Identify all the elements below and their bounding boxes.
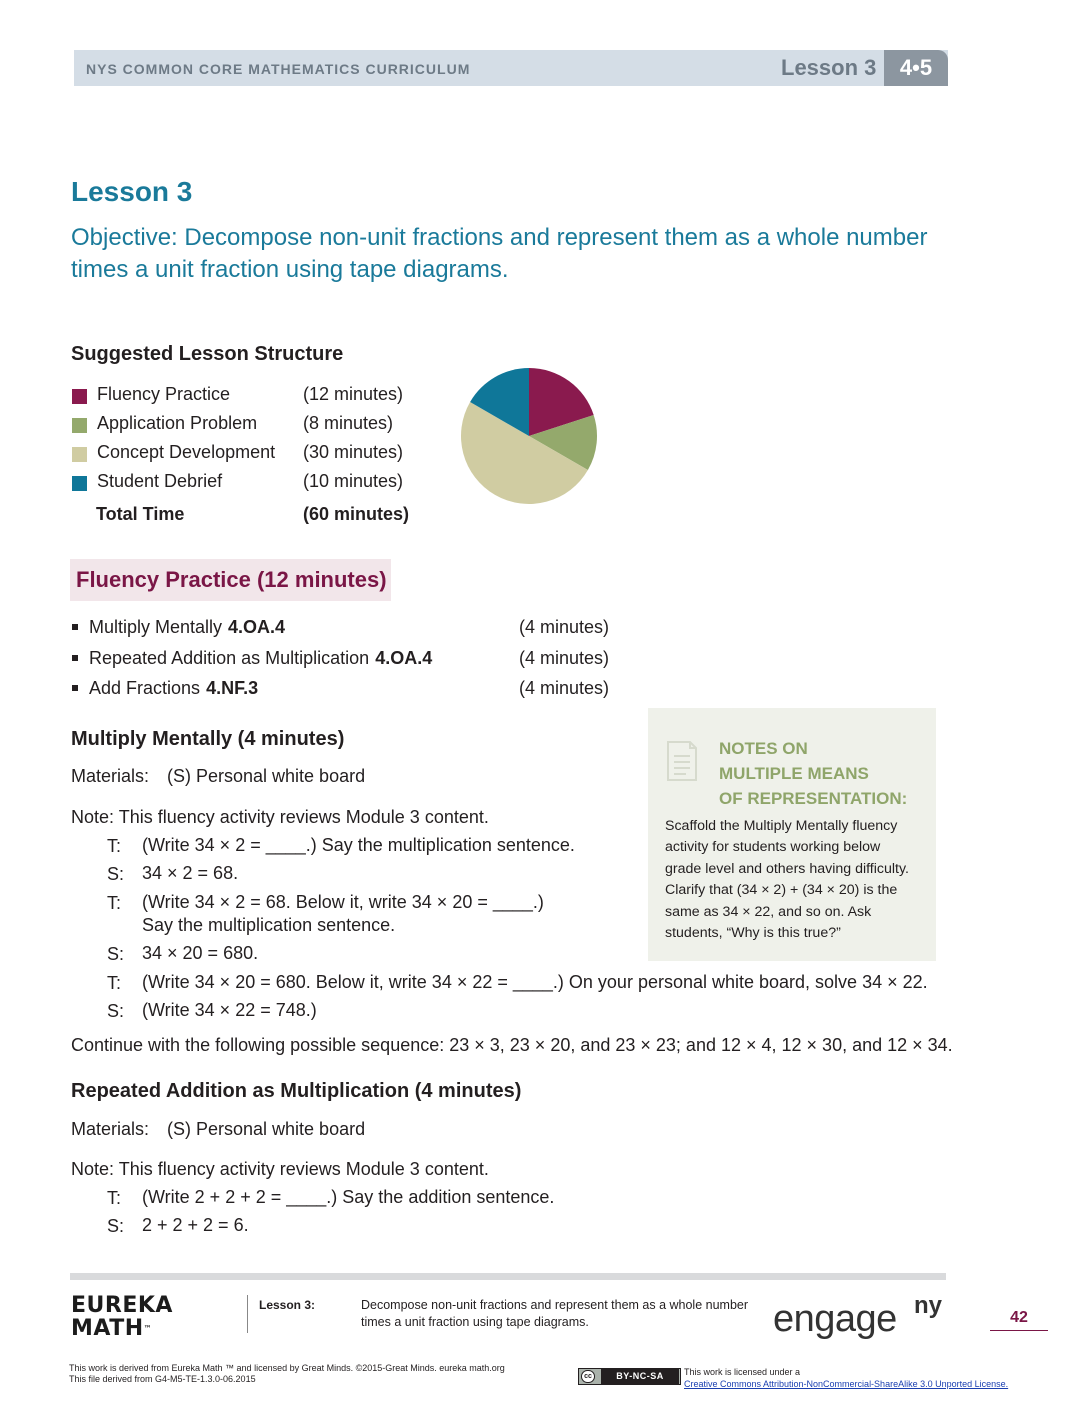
activity-time: (4 minutes) bbox=[519, 678, 610, 698]
multiply-mentally-heading: Multiply Mentally (4 minutes) bbox=[71, 728, 345, 750]
notes-document-icon bbox=[664, 736, 700, 784]
header-lesson: Lesson 3 bbox=[781, 55, 877, 80]
notes-sidebar bbox=[648, 708, 936, 961]
page-number-underline bbox=[990, 1330, 1048, 1331]
total-time-label: Total Time bbox=[96, 504, 185, 524]
notes-body-line: activity for students working below bbox=[665, 839, 881, 856]
activity-name: Multiply Mentally bbox=[89, 617, 223, 637]
notes-body-line: students, “Why is this true?” bbox=[665, 925, 841, 942]
utterance: (Write 34 × 2 = 68. Below it, write 34 × 20 = ____.) bbox=[142, 892, 544, 912]
speaker-label: S: bbox=[107, 944, 125, 964]
speaker-label: T: bbox=[107, 893, 122, 913]
fluency-bullet-list bbox=[72, 617, 632, 709]
bullet-square-icon bbox=[72, 685, 78, 691]
cc-badge-label: BY-NC-SA bbox=[601, 1369, 679, 1384]
objective: Objective: Decompose non-unit fractions and represent them as a whole number times a unit fraction using tape diagrams. bbox=[71, 224, 928, 283]
logo-line: EUREKA bbox=[71, 1293, 173, 1318]
legend-label: Application Problem bbox=[97, 413, 258, 433]
lesson-title: Lesson 3 bbox=[71, 176, 193, 207]
cc-icon: cc bbox=[581, 1370, 595, 1383]
activity-time: (4 minutes) bbox=[519, 617, 610, 637]
utterance: (Write 2 + 2 + 2 = ____.) Say the addition sentence. bbox=[142, 1187, 555, 1207]
legend-swatch bbox=[72, 389, 87, 404]
ny-wordmark: ny bbox=[914, 1292, 943, 1319]
logo-line bbox=[71, 1317, 181, 1340]
materials-text: (S) Personal white board bbox=[167, 766, 366, 786]
utterance: (Write 34 × 22 = 748.) bbox=[142, 1000, 317, 1020]
materials-line bbox=[71, 766, 365, 787]
list-item bbox=[72, 617, 632, 648]
speaker-label: T: bbox=[107, 1188, 122, 1208]
derivation-line: This work is derived from Eureka Math ™ and licensed by Great Minds. ©2015-Great Minds. eureka math.org bbox=[69, 1363, 505, 1373]
notes-title-line: OF REPRESENTATION: bbox=[719, 789, 908, 808]
note-line: Note: This fluency activity reviews Module 3 content. bbox=[71, 807, 489, 827]
utterance-continued: Say the multiplication sentence. bbox=[142, 915, 396, 935]
notes-body-line: grade level and others having difficulty. bbox=[665, 860, 909, 877]
legend-swatch bbox=[72, 418, 87, 433]
curriculum-title: NYS COMMON CORE MATHEMATICS CURRICULUM bbox=[86, 61, 471, 77]
lesson-time-pie-chart bbox=[459, 366, 599, 506]
footer-separator bbox=[247, 1295, 248, 1333]
footer-lesson-description: Decompose non-unit fractions and represent them as a whole number times a unit fraction using tape diagrams. bbox=[361, 1298, 749, 1329]
creative-commons-badge[interactable] bbox=[578, 1368, 681, 1385]
legend-swatch bbox=[72, 476, 87, 491]
legend-time: (10 minutes) bbox=[303, 471, 404, 491]
fluency-heading: Fluency Practice (12 minutes) bbox=[76, 567, 387, 592]
notes-body-line: same as 34 × 22, and so on. Ask bbox=[665, 903, 872, 920]
repeated-addition-heading: Repeated Addition as Multiplication (4 minutes) bbox=[71, 1080, 522, 1102]
bullet-text bbox=[89, 617, 285, 638]
footer-lesson-label: Lesson 3: bbox=[259, 1298, 316, 1312]
bullet-square-icon bbox=[72, 655, 78, 661]
speaker-label: T: bbox=[107, 836, 122, 856]
legend-time: (30 minutes) bbox=[303, 442, 404, 462]
speaker-label: T: bbox=[107, 973, 122, 993]
eureka-math-logo bbox=[71, 1294, 181, 1340]
legend-time: (12 minutes) bbox=[303, 384, 404, 404]
module-badge: 4•5 bbox=[884, 50, 948, 86]
standard-code: 4.OA.4 bbox=[228, 617, 286, 637]
license-link[interactable]: Creative Commons Attribution-NonCommercial-ShareAlike 3.0 Unported License. bbox=[684, 1379, 1009, 1389]
legend-swatch bbox=[72, 447, 87, 462]
bullet-square-icon bbox=[72, 624, 78, 630]
notes-body-line: Scaffold the Multiply Mentally fluency bbox=[665, 818, 898, 834]
notes-body-line: Clarify that (34 × 2) + (34 × 20) is the bbox=[665, 882, 898, 899]
standard-code: 4.OA.4 bbox=[375, 647, 433, 668]
note-line: Note: This fluency activity reviews Module 3 content. bbox=[71, 1159, 489, 1179]
utterance: 2 + 2 + 2 = 6. bbox=[142, 1215, 249, 1235]
materials-label: Materials: bbox=[71, 766, 150, 786]
utterance: (Write 34 × 20 = 680. Below it, write 34 × 22 = ____.) On your personal white board, solve 34 × 22. bbox=[142, 972, 928, 992]
activity-time: (4 minutes) bbox=[519, 647, 610, 668]
trademark: ™ bbox=[143, 1324, 153, 1333]
footer-divider bbox=[70, 1273, 946, 1280]
lesson-structure-heading: Suggested Lesson Structure bbox=[71, 343, 344, 365]
bullet-text bbox=[89, 648, 432, 669]
derivation-line: This file derived from G4-M5-TE-1.3.0-06.2015 bbox=[69, 1374, 256, 1384]
utterance: (Write 34 × 2 = ____.) Say the multiplication sentence. bbox=[142, 835, 575, 855]
materials-label: Materials: bbox=[71, 1119, 150, 1139]
license-line: This work is licensed under a bbox=[684, 1367, 801, 1377]
legend-time: (8 minutes) bbox=[303, 413, 394, 433]
legend-label: Fluency Practice bbox=[97, 384, 231, 404]
speaker-label: S: bbox=[107, 1001, 125, 1021]
materials-text: (S) Personal white board bbox=[167, 1119, 366, 1139]
activity-name: Repeated Addition as Multiplication bbox=[89, 647, 370, 668]
page-number: 42 bbox=[1010, 1309, 1028, 1326]
list-item bbox=[72, 678, 632, 709]
notes-title-line: MULTIPLE MEANS bbox=[719, 764, 869, 783]
engage-wordmark: engage bbox=[773, 1298, 897, 1340]
legend-label: Student Debrief bbox=[97, 471, 223, 491]
utterance: 34 × 20 = 680. bbox=[142, 943, 259, 963]
total-time-value: (60 minutes) bbox=[303, 504, 410, 524]
activity-name: Add Fractions bbox=[89, 678, 201, 698]
logo-word: MATH bbox=[71, 1316, 144, 1341]
continue-sequence: Continue with the following possible sequence: 23 × 3, 23 × 20, and 23 × 23; and 12 × 4, 12 × 30, and 12 × 34. bbox=[71, 1035, 953, 1055]
standard-code: 4.NF.3 bbox=[206, 678, 259, 698]
bullet-text bbox=[89, 678, 258, 699]
speaker-label: S: bbox=[107, 1216, 125, 1236]
legend-label: Concept Development bbox=[97, 442, 276, 462]
license-notice bbox=[684, 1366, 1008, 1390]
notes-title-line: NOTES ON bbox=[719, 739, 808, 758]
notes-body bbox=[665, 816, 931, 944]
utterance: 34 × 2 = 68. bbox=[142, 863, 239, 883]
speaker-label: S: bbox=[107, 864, 125, 884]
notes-title bbox=[719, 736, 907, 811]
list-item bbox=[72, 648, 632, 679]
materials-line bbox=[71, 1119, 365, 1140]
derivation-notice bbox=[69, 1363, 505, 1385]
